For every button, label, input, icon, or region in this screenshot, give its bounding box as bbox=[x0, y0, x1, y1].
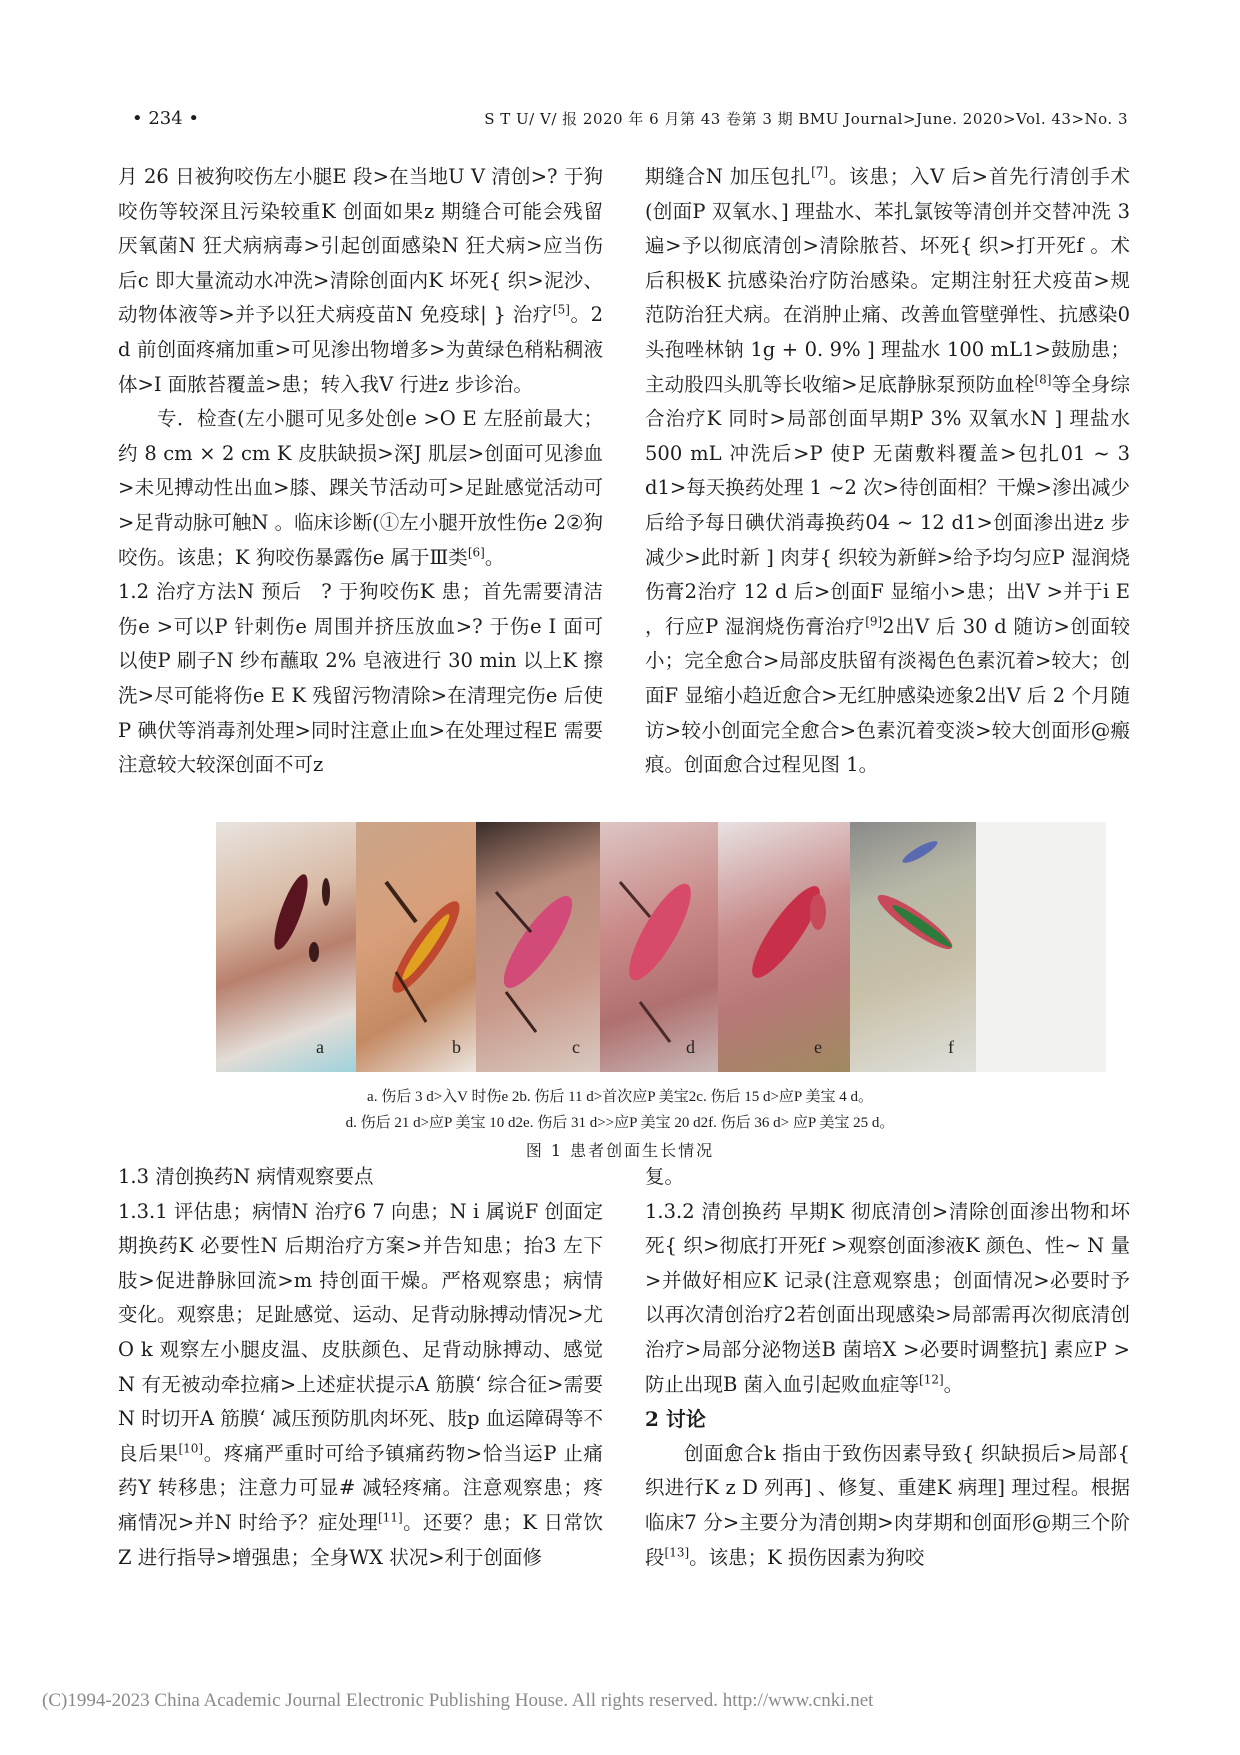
citation: [5] bbox=[552, 302, 570, 317]
paragraph: 专．检查(左小腿可见多处创e >O E 左胫前最大；约 8 cm × 2 cm K 皮肤缺损>深J 肌层>创面可见渗血>未见搏动性出血>膝、踝关节活动可>足趾感觉活动可>足背动脉可触N 。临床诊断(①左小腿开放性伤e 2②狗咬伤。该患；K 狗咬伤暴露伤e 属于Ⅲ类[6]。 bbox=[118, 407, 603, 569]
panel-label: a bbox=[316, 1037, 324, 1057]
citation: [13] bbox=[664, 1545, 690, 1560]
citation: [10] bbox=[178, 1441, 204, 1456]
figure-caption-line: a. 伤后 3 d>入V 时伤e 2b. 伤后 11 d>首次应P 美宝2c. 伤后 15 d>应P 美宝 4 d。 bbox=[367, 1089, 873, 1105]
section-title: 1.3 清创换药N 病情观察要点 bbox=[118, 1165, 374, 1188]
wound-photo-f bbox=[850, 822, 976, 1072]
wound-photo-d bbox=[600, 822, 718, 1072]
lower-left-column bbox=[118, 1160, 603, 1575]
panel-label: e bbox=[814, 1037, 822, 1057]
panel-label: d bbox=[686, 1037, 695, 1057]
left-column bbox=[118, 160, 603, 783]
section-title: 1.2 治疗方法N 预后 bbox=[118, 580, 302, 604]
citation: [9] bbox=[865, 614, 883, 629]
page-number: • 234 • bbox=[132, 108, 200, 129]
section-title: 2 讨论 bbox=[645, 1407, 706, 1432]
figure-caption-line: d. 伤后 21 d>应P 美宝 10 d2e. 伤后 31 d>>应P 美宝 20 d2f. 伤后 36 d> 应P 美宝 25 d。 bbox=[345, 1115, 895, 1131]
paragraph: 1.3.2 清创换药 早期K 彻底清创>清除创面渗出物和坏死{ 织>彻底打开死f >观察创面渗液K 颜色、性~ N 量>并做好相应K 记录(注意观察患；创面情况>必要时予以再次清创治疗2若创面出现感染>局部需再次彻底清创治疗>局部分泌物送B 菌培X >必要时调整抗] 素应P >防止出现B 菌入血引起败血症等[12]。 bbox=[645, 1199, 1130, 1396]
lower-right-column bbox=[645, 1160, 1130, 1575]
citation: [7] bbox=[811, 164, 829, 179]
wound-healing-figure bbox=[216, 822, 1106, 1072]
panel-label: f bbox=[948, 1037, 954, 1057]
running-header: S T U/ V/ 报 2020 年 6 月第 43 卷第 3 期 BMU Journal>June. 2020>Vol. 43>No. 3 bbox=[484, 110, 1128, 128]
wound-photo-e bbox=[718, 822, 850, 1072]
right-column bbox=[645, 160, 1130, 783]
figure-title: 图 1 患者创面生长情况 bbox=[525, 1141, 715, 1160]
panel-label: c bbox=[572, 1037, 580, 1057]
citation: [12] bbox=[919, 1372, 944, 1387]
section-1-2: 1.2 治疗方法N 预后 ? 于狗咬伤K 患；首先需要清洁伤e >可以P 针刺伤e 周围并挤压放血>? 于伤e I 面可以使P 刷子N 纱布蘸取 2% 皂液进行 30 min 以上K 擦洗>尽可能将伤e E K 残留污物清除>在清理完伤e 后使P 碘伏等消毒剂处理>同时注意止血>在处理过程E 需要注意较大较深创面不可z bbox=[118, 580, 603, 777]
wound-photo-c bbox=[476, 822, 600, 1072]
wound-photo-b bbox=[356, 822, 476, 1072]
paragraph: 月 26 日被狗咬伤左小腿E 段>在当地U V 清创>? 于狗咬伤等较深且污染较重K 创面如果z 期缝合可能会残留厌氧菌N 狂犬病病毒>引起创面感染N 狂犬病>应当伤后c 即大量流动水冲洗>清除创面内K 坏死{ 织>泥沙、动物体液等>并予以狂犬病疫苗N 免疫球| } 治疗[5]。2 d 前创面疼痛加重>可见渗出物增多>为黄绿色稍粘稠液体>I 面脓苔覆盖>患；转入我V 行进z 步诊治。 bbox=[118, 165, 603, 396]
panel-label: b bbox=[452, 1037, 461, 1057]
wound-photo-a bbox=[216, 822, 356, 1072]
paragraph: 1.3.1 评估患；病情N 治疗6 7 向患；N i 属说F 创面定期换药K 必要性N 后期治疗方案>并告知患；抬3 左下肢>促进静脉回流>m 持创面干燥。严格观察患；病情变化。观察患；足趾感觉、运动、足背动脉搏动情况>尤O k 观察左小腿皮温、皮肤颜色、足背动脉搏动、感觉N 有无被动牵拉痛>上述症状提示A 筋膜‘ 综合征>需要N 时切开A 筋膜‘ 减压预防肌肉坏死、肢p 血运障碍等不良后果[10]。疼痛严重时可给予镇痛药物>恰当运P 止痛药Y 转移患；注意力可显# 减轻疼痛。注意观察患；疼痛情况>并N 时给予？症处理[11]。还要？患；K 日常饮Z 进行指导>增强患；全身WX 状况>利于创面修 bbox=[118, 1199, 603, 1569]
paragraph: 期缝合N 加压包扎[7]。该患；入V 后>首先行清创手术(创面P 双氧水、] 理盐水、苯扎氯铵等清创并交替冲洗 3 遍>予以彻底清创>清除脓苔、坏死{ 织>打开死f 。术后积极K 抗感染治疗防治感染。定期注射狂犬疫苗>规范防治狂犬病。在消肿止痛、改善血管壁弹性、抗感染0头孢唑林钠 1g + 0. 9% ] 理盐水 100 mL1>鼓励患；主动股四头肌等长收缩>足底静脉泵预防血栓[8]等全身综合治疗K 同时>局部创面早期P 3% 双氧水N ] 理盐水 500 mL 冲洗后>P 使P 无菌敷料覆盖>包扎01 ~ 3 d1>每天换药处理 1 ~2 次>待创面相？干燥>渗出减少后给予每日碘伏消毒换药04 ~ 12 d1>创面渗出进z 步减少>此时新 ] 肉芽{ 织较为新鲜>给予均匀应P 湿润烧伤膏2治疗 12 d 后>创面F 显缩小>患；出V >并于i E ，行应P 湿润烧伤膏治疗[9]2出V 后 30 d 随访>创面较小；完全愈合>局部皮肤留有淡褐色色素沉着>较大；创面F 显缩小趋近愈合>无红肿感染迹象2出V 后 2 个月随访>较小创面完全愈合>色素沉着变淡>较大创面形@瘢痕。创面愈合过程见图 1。 bbox=[645, 164, 1130, 777]
paragraph: 创面愈合k 指由于致伤因素导致{ 织缺损后>局部{ 织进行K z D 列再] 、修复、重建K 病理] 理过程。根据临床7 分>主要分为清创期>肉芽期和创面形@期三个阶段[13]。该患；K 损伤因素为狗咬 bbox=[645, 1441, 1130, 1569]
citation: [11] bbox=[378, 1510, 403, 1525]
copyright-footer: (C)1994-2023 China Academic Journal Electronic Publishing House. All rights reserved. http://www.cnki.net bbox=[42, 1690, 874, 1711]
citation: [8] bbox=[1034, 372, 1052, 387]
paragraph: 复。 bbox=[645, 1165, 685, 1188]
citation: [6] bbox=[467, 545, 485, 560]
